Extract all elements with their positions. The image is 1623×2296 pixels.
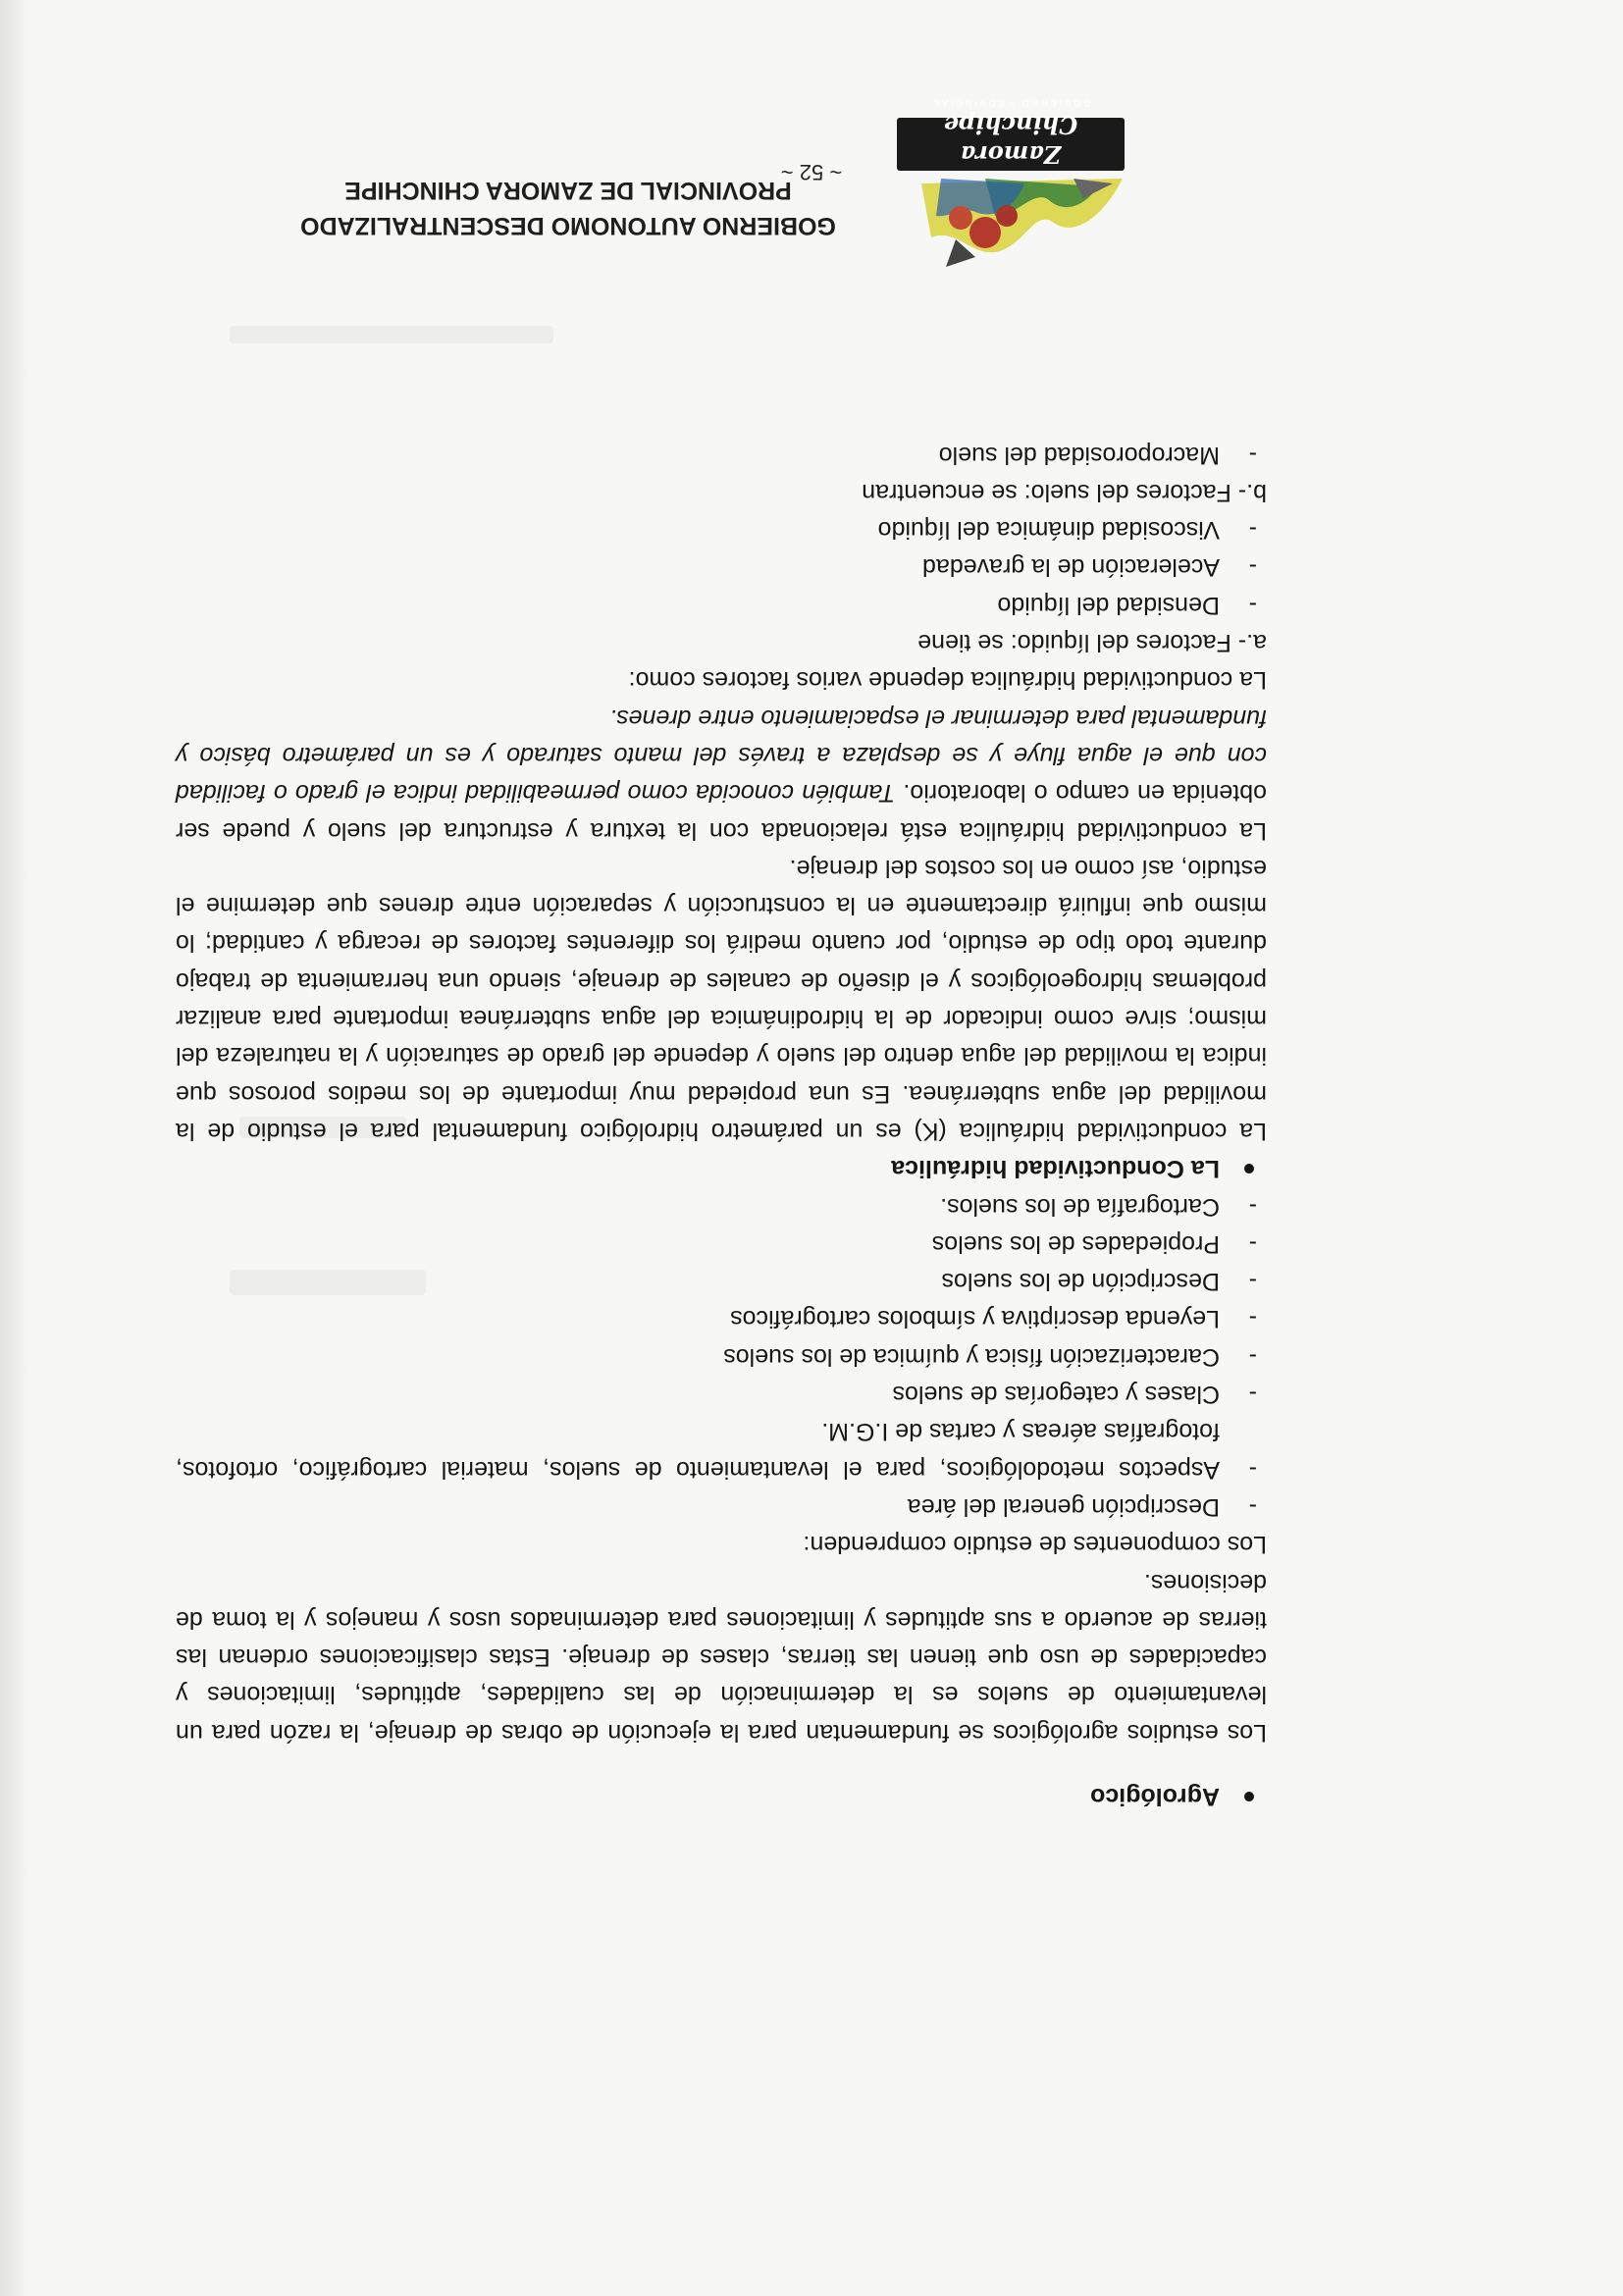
heading-text: Agrológico bbox=[1090, 1783, 1220, 1810]
list-item: - Clases y categorías de suelos bbox=[176, 1376, 1267, 1413]
bullet-icon bbox=[1244, 1164, 1254, 1174]
dash-icon: - bbox=[1248, 441, 1257, 469]
dash-icon: - bbox=[1248, 516, 1257, 545]
bullet-icon bbox=[1244, 1792, 1254, 1801]
conductividad-paragraph-2: La conductividad hidráulica está relacionada con la textura y estructura del suelo y puede ser obtenida en campo o laboratorio. También conocida como permeabilidad indica el grado o facilidad con que el agua fluye y se desplaza a través del manto saturado y es un parámetro básico y fundamental para determinar el espaciamiento entre drenes. bbox=[175, 704, 1267, 845]
provincial-logo bbox=[897, 98, 1142, 277]
list-item: - Caracterización física y química de los suelos bbox=[176, 1337, 1267, 1375]
dash-icon: - bbox=[1248, 591, 1257, 619]
dash-icon: - bbox=[1248, 1268, 1257, 1296]
list-item: - Aspectos metodológicos, para el levantamiento de suelos, material cartográfico, ortofotos, fotografías aéreas y cartas de I.G.M. bbox=[176, 1413, 1267, 1488]
dash-icon: - bbox=[1248, 1455, 1257, 1484]
dash-icon: - bbox=[1248, 1305, 1257, 1333]
agrologico-intro-paragraph: Los estudios agrológicos se fundamentan para la ejecución de obras de drenaje, la razón para un levantamiento de suelos es la determinación de las cualidades, aptitudes, limitaciones y capacidades de uso que tienen las tierras, clases de drenaje. Estas clasificaciones ordenan las tierras de acuerdo a sus aptitudes y limitaciones para determinados usos y manejos y la toma de decisiones. bbox=[176, 1568, 1267, 1747]
dash-icon: - bbox=[1248, 1192, 1257, 1221]
list-item: - Leyenda descriptiva y símbolos cartográficos bbox=[176, 1300, 1267, 1337]
factors-intro: La conductividad hidráulica depende varios factores como: bbox=[628, 666, 1267, 695]
dash-icon: - bbox=[1248, 1381, 1257, 1409]
list-item: - Propiedades de los suelos bbox=[176, 1226, 1267, 1263]
dash-icon: - bbox=[1248, 553, 1257, 582]
heading-text: La Conductividad hidráulica bbox=[891, 1155, 1220, 1183]
dash-icon: - bbox=[1248, 1229, 1257, 1258]
soil-factors-list bbox=[176, 436, 1267, 473]
soil-factors-label: b.- Factores del suelo: se encuentran bbox=[862, 478, 1267, 506]
section-heading-conductividad bbox=[176, 1150, 1267, 1187]
components-intro: Los componentes de estudio comprenden: bbox=[803, 1531, 1267, 1559]
list-item: - Descripción general del área bbox=[176, 1488, 1267, 1526]
components-list bbox=[176, 1187, 1267, 1526]
section-heading-agrologico bbox=[176, 1778, 1267, 1815]
conductividad-paragraph-1: La conductividad hidráulica (K) es un parámetro hidrológico fundamental para el estudio de la movilidad del agua subterránea. Es una propiedad muy importante de los medios porosos que indica la movilidad del agua dentro del suelo y depende del grado de saturación y la naturaleza del mismo; sirve como indicador de la hidrodinámica del agua subterránea importante para analizar problemas hidrogeológicos y el diseño de canales de drenaje, siendo una herramienta de trabajo durante todo tipo de estudio, por cuanto medirá los diferentes factores de recarga y cantidad; lo mismo que influirá directamente en la construcción y separación entre drenes que determine el estudio, así como en los costos del drenaje. bbox=[176, 854, 1267, 1145]
list-item: - Densidad del líquido bbox=[176, 587, 1267, 624]
liquid-factors-list bbox=[176, 511, 1267, 624]
list-item: - Viscosidad dinámica del líquido bbox=[176, 511, 1267, 548]
dash-icon: - bbox=[1248, 1492, 1257, 1521]
logo-name: Zamora Chinchipe bbox=[943, 111, 1078, 169]
list-item: - Descripción de los suelos bbox=[176, 1263, 1267, 1300]
document-body bbox=[176, 436, 1267, 1815]
organization-title: GOBIERNO AUTONOMO DESCENTRALIZADO PROVINCIAL DE ZAMORA CHINCHIPE bbox=[300, 177, 836, 239]
logo-subtitle: GOBIERNO PROVINCIAL bbox=[930, 98, 1091, 108]
scan-smudge bbox=[230, 326, 553, 343]
page-number: ~ 52 ~ bbox=[780, 160, 843, 184]
list-item: - Cartografía de los suelos. bbox=[176, 1187, 1267, 1225]
liquid-factors-label: a.- Factores del líquido: se tiene bbox=[917, 629, 1267, 657]
page-edge-shadow bbox=[0, 0, 31, 2296]
list-item: - Aceleración de la gravedad bbox=[176, 548, 1267, 586]
list-item: - Macroporosidad del suelo bbox=[176, 436, 1267, 473]
dash-icon: - bbox=[1248, 1342, 1257, 1371]
